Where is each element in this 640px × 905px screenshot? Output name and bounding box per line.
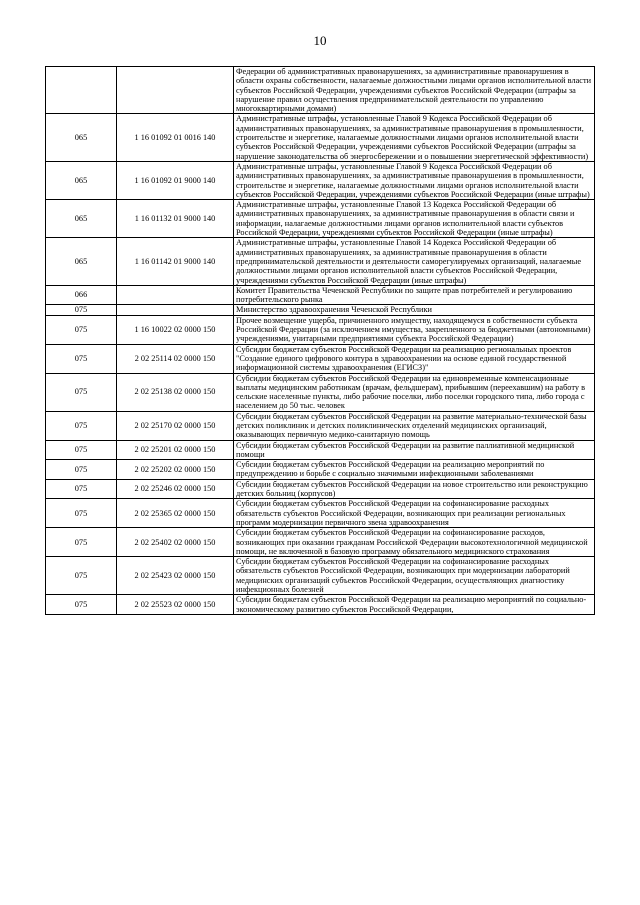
description-cell: Субсидии бюджетам субъектов Российской Федерации на развитие материально-технической базы детских поликлиник и детских поликлинических отделений медицинских организаций, оказывающих первичную медико-санитарную помощь xyxy=(234,411,595,440)
budget-code-cell: 2 02 25365 02 0000 150 xyxy=(117,499,234,528)
description-cell: Субсидии бюджетам субъектов Российской Федерации на новое строительство или реконструкцию детских больниц (корпусов) xyxy=(234,479,595,499)
admin-code-cell: 065 xyxy=(46,238,117,285)
budget-code-cell: 2 02 25114 02 0000 150 xyxy=(117,344,234,373)
page-number: 10 xyxy=(313,33,327,48)
admin-code-cell: 075 xyxy=(46,373,117,411)
budget-code-cell: 2 02 25170 02 0000 150 xyxy=(117,411,234,440)
admin-code-cell: 075 xyxy=(46,499,117,528)
table-row xyxy=(46,411,595,440)
table-row xyxy=(46,305,595,315)
budget-code-cell: 1 16 10022 02 0000 150 xyxy=(117,315,234,344)
table-row xyxy=(46,499,595,528)
table-row xyxy=(46,479,595,499)
description-cell: Административные штрафы, установленные Главой 9 Кодекса Российской Федерации об административных правонарушениях, за административные правонарушения в промышленности, строительстве и энергетике, налагаемые должностными лицами органов исполнительной власти субъектов Российской Федерации, учреждениями субъектов Российской Федерации (иные штрафы) xyxy=(234,161,595,199)
table-row xyxy=(46,315,595,344)
table-row xyxy=(46,460,595,480)
table-row xyxy=(46,344,595,373)
budget-code-cell: 2 02 25246 02 0000 150 xyxy=(117,479,234,499)
budget-code-cell: 2 02 25202 02 0000 150 xyxy=(117,460,234,480)
description-cell: Федерации об административных правонарушениях, за административные правонарушения в области охраны собственности, налагаемые должностными лицами органов исполнительной власти субъектов Российской Федерации, учреждениями субъектов Российской Федерации (штрафы за нарушение правил осуществления предпринимательской деятельности по управлению многоквартирными домами) xyxy=(234,67,595,114)
table-row xyxy=(46,285,595,305)
table-row xyxy=(46,528,595,557)
budget-code-cell: 1 16 01132 01 9000 140 xyxy=(117,200,234,238)
table-row xyxy=(46,373,595,411)
description-cell: Прочее возмещение ущерба, причиненного имуществу, находящемуся в собственности субъекта Российской Федерации (за исключением имущества, закрепленного за бюджетными (автономными) учреждениями, унитарными предприятиями субъекта Российской Федерации) xyxy=(234,315,595,344)
table-row xyxy=(46,440,595,460)
description-cell: Министерство здравоохранения Чеченской Республики xyxy=(234,305,595,315)
budget-code-cell xyxy=(117,67,234,114)
admin-code-cell: 075 xyxy=(46,344,117,373)
admin-code-cell: 075 xyxy=(46,315,117,344)
table-row xyxy=(46,238,595,285)
budget-code-cell: 1 16 01092 01 0016 140 xyxy=(117,114,234,161)
table-body xyxy=(46,67,595,615)
table-row xyxy=(46,595,595,615)
table-row xyxy=(46,161,595,199)
admin-code-cell: 075 xyxy=(46,528,117,557)
table-row xyxy=(46,557,595,595)
description-cell: Административные штрафы, установленные Главой 13 Кодекса Российской Федерации об административных правонарушениях, за административные правонарушения в области связи и информации, налагаемые должностными лицами органов исполнительной власти субъектов Российской Федерации, учреждениями субъектов Российской Федерации (иные штрафы) xyxy=(234,200,595,238)
description-cell: Административные штрафы, установленные Главой 9 Кодекса Российской Федерации об административных правонарушениях, за административные правонарушения в промышленности, строительстве и энергетике, налагаемые должностными лицами органов исполнительной власти субъектов Российской Федерации, учреждениями субъектов Российской Федерации (штрафы за нарушение законодательства об энергосбережении и о повышении энергетической эффективности) xyxy=(234,114,595,161)
budget-code-cell: 2 02 25523 02 0000 150 xyxy=(117,595,234,615)
budget-code-cell: 1 16 01142 01 9000 140 xyxy=(117,238,234,285)
admin-code-cell: 075 xyxy=(46,595,117,615)
admin-code-cell: 065 xyxy=(46,161,117,199)
budget-code-cell: 2 02 25423 02 0000 150 xyxy=(117,557,234,595)
description-cell: Субсидии бюджетам субъектов Российской Федерации на развитие паллиативной медицинской помощи xyxy=(234,440,595,460)
description-cell: Субсидии бюджетам субъектов Российской Федерации на реализацию мероприятий по социально-экономическому развитию субъектов Российской Федерации, xyxy=(234,595,595,615)
admin-code-cell: 075 xyxy=(46,411,117,440)
budget-codes-table xyxy=(45,66,595,615)
description-cell: Субсидии бюджетам субъектов Российской Федерации на софинансирование расходных обязательств субъектов Российской Федерации, возникающих при реализации региональных программ модернизации первичного звена здравоохранения xyxy=(234,499,595,528)
admin-code-cell: 075 xyxy=(46,305,117,315)
admin-code-cell: 075 xyxy=(46,460,117,480)
budget-code-cell: 2 02 25402 02 0000 150 xyxy=(117,528,234,557)
description-cell: Субсидии бюджетам субъектов Российской Федерации на софинансирование расходных обязательств субъектов Российской Федерации, возникающих при модернизации лабораторий медицинских организаций субъектов Российской Федерации, осуществляющих диагностику инфекционных болезней xyxy=(234,557,595,595)
budget-code-cell xyxy=(117,285,234,305)
admin-code-cell: 075 xyxy=(46,440,117,460)
description-cell: Субсидии бюджетам субъектов Российской Федерации на единовременные компенсационные выплаты медицинским работникам (врачам, фельдшерам), прибывшим (переехавшим) на работу в сельские населенные пункты, либо рабочие поселки, либо поселки городского типа, либо города с населением до 50 тыс. человек xyxy=(234,373,595,411)
table-row xyxy=(46,114,595,161)
budget-code-cell: 2 02 25201 02 0000 150 xyxy=(117,440,234,460)
table-row xyxy=(46,67,595,114)
description-cell: Субсидии бюджетам субъектов Российской Федерации на софинансирование расходов, возникающих при оказании гражданам Российской Федерации высокотехнологичной медицинской помощи, не включенной в базовую программу обязательного медицинского страхования xyxy=(234,528,595,557)
admin-code-cell: 075 xyxy=(46,479,117,499)
admin-code-cell: 065 xyxy=(46,114,117,161)
description-cell: Субсидии бюджетам субъектов Российской Федерации на реализацию региональных проектов "Создание единого цифрового контура в здравоохранении на основе единой государственной информационной системы здравоохранения (ЕГИСЗ)" xyxy=(234,344,595,373)
budget-code-cell xyxy=(117,305,234,315)
description-cell: Комитет Правительства Чеченской Республики по защите прав потребителей и регулированию потребительского рынка xyxy=(234,285,595,305)
admin-code-cell: 065 xyxy=(46,200,117,238)
description-cell: Субсидии бюджетам субъектов Российской Федерации на реализацию мероприятий по предупреждению и борьбе с социально значимыми инфекционными заболеваниями xyxy=(234,460,595,480)
admin-code-cell: 075 xyxy=(46,557,117,595)
budget-code-cell: 2 02 25138 02 0000 150 xyxy=(117,373,234,411)
table-row xyxy=(46,200,595,238)
description-cell: Административные штрафы, установленные Главой 14 Кодекса Российской Федерации об административных правонарушениях, за административные правонарушения в области предпринимательской деятельности и деятельности саморегулируемых организаций, налагаемые должностными лицами органов исполнительной власти субъектов Российской Федерации, учреждениями субъектов Российской Федерации (иные штрафы) xyxy=(234,238,595,285)
budget-code-cell: 1 16 01092 01 9000 140 xyxy=(117,161,234,199)
admin-code-cell xyxy=(46,67,117,114)
admin-code-cell: 066 xyxy=(46,285,117,305)
